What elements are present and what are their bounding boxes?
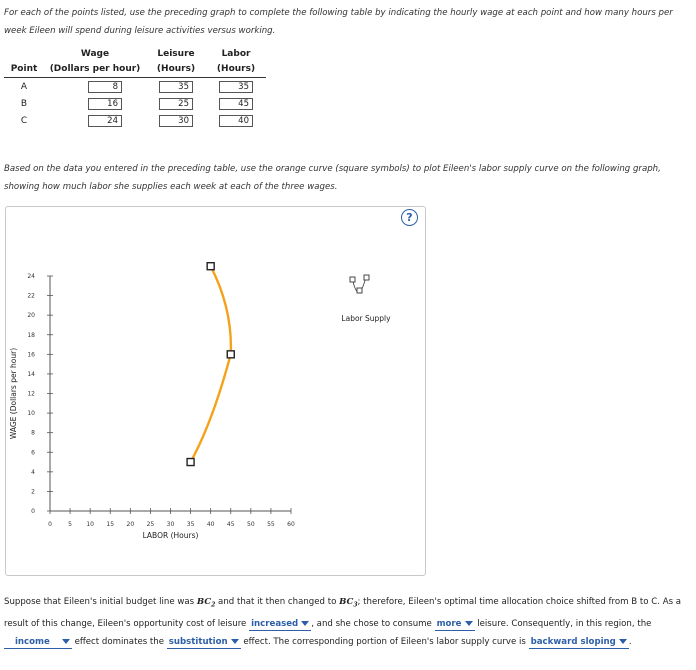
legend-marker: [364, 275, 369, 280]
data-table: [4, 47, 266, 129]
chevron-down-icon: [231, 639, 239, 644]
y-tick-label: 2: [31, 488, 35, 496]
text-segment: effect dominates the: [74, 636, 165, 647]
x-tick-label: 30: [166, 521, 175, 528]
table-row: [4, 95, 266, 112]
leisure-input[interactable]: 30: [159, 115, 193, 127]
wage-input[interactable]: 24: [88, 115, 122, 127]
legend-marker: [357, 288, 362, 293]
graph-panel: [5, 206, 426, 576]
data-point-marker: [187, 459, 194, 466]
text-segment: ; therefore, Eileen's optimal time allocation choice shifted from B to C. As a result of this change, Eileen's opportunity cost of leisure: [4, 597, 682, 629]
text-segment: Suppose that Eileen's initial budget line was: [4, 597, 195, 607]
point-label: C: [20, 115, 28, 126]
text-segment: effect. The corresponding portion of Eileen's labor supply curve is: [243, 636, 526, 647]
legend-label: Labor Supply: [341, 314, 391, 323]
x-tick-label: 60: [287, 521, 295, 528]
y-tick-label: 16: [27, 351, 35, 359]
dominated-effect-dropdown[interactable]: [167, 636, 241, 649]
x-tick-label: 15: [106, 521, 115, 528]
y-tick-label: 4: [31, 468, 35, 476]
instructions-graph: Based on the data you entered in the preceding table, use the orange curve (square symbols) to plot Eileen's labor supply curve on the following graph, showing how much labor she supplies each week at each of the three wages.: [4, 164, 661, 192]
y-tick-label: 20: [27, 312, 35, 320]
x-tick-label: 35: [186, 521, 195, 528]
y-axis-label: WAGE (Dollars per hour): [9, 347, 18, 440]
chart-axes: [50, 276, 291, 511]
opportunity-cost-dropdown[interactable]: [249, 618, 311, 631]
table-row: [4, 112, 266, 129]
labor-supply-chart: [6, 207, 425, 575]
text-segment: .: [628, 636, 632, 647]
point-label: A: [20, 81, 28, 92]
x-tick-label: 40: [206, 521, 215, 528]
data-point-marker: [207, 263, 214, 270]
x-tick-label: 45: [226, 521, 235, 528]
x-tick-label: 5: [68, 521, 72, 528]
y-tick-label: 8: [31, 429, 35, 437]
y-tick-label: 12: [27, 390, 35, 398]
legend-marker: [350, 277, 355, 282]
chevron-down-icon: [619, 639, 627, 644]
x-tick-label: 0: [48, 521, 52, 528]
labor-input[interactable]: 45: [219, 98, 253, 110]
x-axis-label: LABOR (Hours): [142, 531, 199, 540]
x-tick-label: 25: [146, 521, 155, 528]
point-label: B: [20, 98, 28, 109]
bc-subscript: 2: [211, 601, 216, 609]
text-segment: and that it then changed to: [218, 597, 337, 607]
curve-shape-dropdown[interactable]: [529, 636, 629, 649]
dropdown-value: backward sloping: [530, 636, 616, 647]
labor-input[interactable]: 35: [219, 81, 253, 93]
labor-subheader: (Hours): [206, 62, 266, 78]
data-point-marker: [227, 351, 234, 358]
y-tick-label: 0: [31, 508, 35, 515]
y-tick-label: 22: [27, 292, 35, 300]
table-row: [4, 78, 266, 96]
chevron-down-icon: [62, 639, 70, 644]
x-tick-label: 20: [126, 521, 135, 528]
y-tick-label: 10: [27, 410, 35, 418]
dominant-effect-dropdown[interactable]: [4, 636, 72, 649]
budget-line-bc3: [339, 597, 357, 607]
leisure-header: Leisure: [157, 49, 195, 59]
labor-supply-curve: [191, 266, 231, 462]
x-tick-label: 50: [247, 521, 255, 528]
wage-input[interactable]: 8: [88, 81, 122, 93]
dropdown-value: increased: [251, 618, 299, 629]
bc-subscript: 3: [353, 601, 358, 609]
leisure-amount-dropdown[interactable]: [435, 618, 475, 631]
question-paragraph: [4, 593, 692, 651]
leisure-input[interactable]: 25: [159, 98, 193, 110]
instructions-table: For each of the points listed, use the preceding graph to complete the following table by indicating the hourly wage at each point and how many hours per week Eileen will spend during leisure activities versus working.: [4, 8, 673, 36]
labor-input[interactable]: 40: [219, 115, 253, 127]
leisure-input[interactable]: 35: [159, 81, 193, 93]
leisure-subheader: (Hours): [146, 62, 206, 78]
wage-subheader: (Dollars per hour): [44, 62, 146, 78]
x-tick-label: 55: [267, 521, 275, 528]
text-segment: , and she chose to consume: [311, 618, 432, 629]
labor-header: Labor: [221, 49, 251, 59]
dropdown-value: more: [436, 618, 462, 629]
y-tick-label: 24: [27, 273, 35, 280]
y-tick-label: 18: [27, 331, 35, 339]
budget-line-bc2: [197, 597, 215, 607]
wage-header: Wage: [80, 49, 110, 59]
bc-label: BC: [196, 597, 212, 607]
dropdown-value: income: [14, 636, 50, 647]
help-icon[interactable]: ?: [401, 209, 418, 226]
y-tick-label: 6: [31, 449, 35, 457]
chevron-down-icon: [301, 621, 309, 626]
dropdown-value: substitution: [168, 636, 228, 647]
chevron-down-icon: [465, 621, 473, 626]
text-segment: leisure. Consequently, in this region, the: [477, 618, 652, 629]
point-header: Point: [4, 62, 44, 78]
y-tick-label: 14: [27, 370, 35, 378]
wage-input[interactable]: 16: [88, 98, 122, 110]
bc-label: BC: [339, 597, 354, 607]
x-tick-label: 10: [86, 521, 94, 528]
